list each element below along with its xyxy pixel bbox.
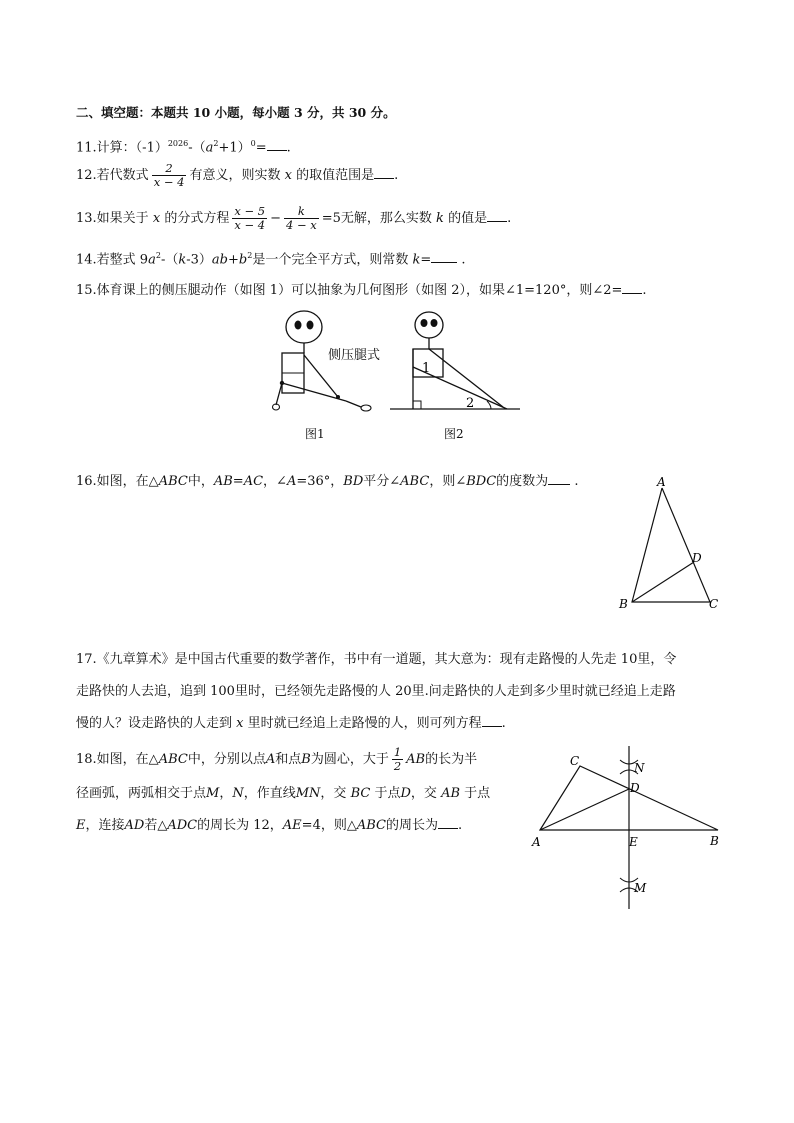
question-17-line-3 [76,714,506,734]
q17-line2: 走路快的人去追，追到 100里时，已经领先走路慢的人 20里.问走路快的人走到多少里时就已经追上走路 [76,684,676,699]
q18-mn: MN [295,786,321,801]
q18-d: D [400,786,411,801]
figure-1-caption: 侧压腿式 [328,348,381,363]
q15-end: . [642,283,647,298]
q16-abc: ABC [158,474,188,489]
q18-l3-mid: ，连接 [85,818,125,833]
q11-mid2: +1） [218,140,251,156]
answer-blank[interactable] [438,816,458,829]
q18-abc2: ABC [356,818,386,833]
question-12 [76,162,398,189]
q16-mid3: =36°， [296,474,344,489]
q18-l2-mid: ，作直线 [243,786,296,801]
q14-prefix: 14.若整式 9 [76,252,149,268]
q17-end: . [501,716,506,731]
q18-l3-mid2: 若△ [144,818,168,833]
q14-k: k [178,252,187,268]
figure-2-geometry [387,305,527,415]
q18-n: N [232,786,244,801]
q11-exp3: 0 [250,139,256,148]
q18-ab2: AB [441,786,461,801]
question-18-line-1 [76,746,477,773]
q16-abc2: ABC [400,474,430,489]
q18-half-den: 2 [393,759,402,773]
q18-half-fraction [392,746,403,773]
q18-l2-mid2: ，交 [320,786,347,801]
q16-point-c: C [709,597,719,611]
section-heading [76,103,396,123]
answer-blank[interactable] [374,166,394,179]
question-17-line-2 [76,682,676,702]
answer-blank[interactable] [487,209,507,222]
q18-l3-mid4: =4，则△ [301,818,357,833]
q18-point-d: D [630,781,640,795]
q12-prefix: 12.若代数式 [76,168,149,183]
q13-mid: 的分式方程 [164,211,230,226]
q18-l2-suffix: 于点 [464,786,491,801]
figure-2-angle-2: 2 [466,396,475,411]
q13-frac2-num: k [297,204,305,218]
q18-point-a: A [532,835,541,849]
q13-end: . [507,211,512,226]
q18-l1-suffix: 的长为半 [425,752,478,767]
q14-mid2: -3） [186,252,212,268]
q18-l2-mid3: 于点 [374,786,401,801]
question-18-line-3 [76,816,462,836]
q15-text: 15.体育课上的侧压腿动作（如图 1）可以抽象为几何图形（如图 2），如果∠1=120°，则∠2= [76,283,623,298]
q18-l2-prefix: 径画弧，两弧相交于点 [76,786,207,801]
q16-suffix: 的度数为 [496,474,549,489]
q14-ab: ab [211,252,228,268]
figure-2-angle-1: 1 [422,361,431,376]
q16-end: . [574,474,579,489]
q18-l3-suffix: 的周长为 [385,818,438,833]
q16-mid2: ，∠ [263,474,287,489]
q18-point-b: B [710,834,719,848]
q13-minus: − [270,211,281,226]
q12-end: . [394,168,399,183]
q11-var: a [205,140,214,156]
q18-l3-mid3: 的周长为 12， [197,818,283,833]
q18-ae: AE [282,818,302,833]
q17-line1: 17.《九章算术》是中国古代重要的数学著作，书中有一道题，其大意为：现有走路慢的人先走 10里，令 [76,652,677,667]
q16-mid4: 平分∠ [363,474,401,489]
section-title: 二、填空题：本题共 10 小题，每小题 3 分，共 30 分。 [76,105,396,120]
q12-frac-den: x − 4 [153,175,185,189]
q14-exp: 2 [155,251,161,260]
q16-prefix: 16.如图，在△ [76,474,159,489]
q14-suffix: 是一个完全平方式，则常数 [252,252,409,268]
figure-q18-construction [530,744,740,914]
q18-point-e: E [629,835,638,849]
q14-k2: k [412,252,421,268]
answer-blank[interactable] [267,138,287,151]
q18-a: A [265,752,276,767]
q18-point-m: M [634,881,647,895]
q17-line3-suffix: 里时就已经追上走路慢的人，则可列方程 [247,716,482,731]
q13-suffix: 的值是 [448,211,488,226]
q14-mid: -（ [160,252,179,268]
q18-l1-mid3: 为圆心，大于 [310,752,389,767]
q18-l2-mid4: ，交 [410,786,437,801]
q18-l1-mid: 中，分别以点 [187,752,266,767]
question-16 [76,472,578,492]
question-15 [76,281,647,301]
q18-point-n: N [634,761,645,775]
q16-ab: AB [213,474,233,489]
q12-suffix: 的取值范围是 [296,168,375,183]
answer-blank[interactable] [431,250,457,263]
q11-prefix: 11.计算：（-1） [76,140,168,156]
q13-var2: k [436,211,444,226]
q13-prefix: 13.如果关于 [76,211,149,226]
figure-2-label: 图2 [444,427,464,441]
q18-ad: AD [124,818,145,833]
q12-var: x [284,168,292,183]
q18-point-c: C [570,754,580,768]
question-11 [76,134,291,158]
q18-comma: ， [219,786,233,801]
q14-a: a [148,252,156,268]
q13-var: x [152,211,161,226]
question-13 [76,205,511,232]
question-18-line-2 [76,784,490,804]
q18-l1-mid2: 和点 [275,752,302,767]
question-14 [76,246,466,270]
q16-point-d: D [692,551,702,565]
q18-m: M [206,786,220,801]
q12-mid: 有意义，则实数 [189,168,281,183]
q18-ab: AB [406,752,426,767]
q11-exp2: 2 [213,139,219,148]
q16-a: A [286,474,297,489]
q16-mid: 中， [187,474,214,489]
q18-abc: ABC [158,752,188,767]
q12-fraction [152,162,187,189]
q11-mid: -（ [188,140,206,156]
figure-q16-triangle [614,474,734,614]
q13-frac1-num: x − 5 [234,204,266,218]
q14-plus: + [227,252,239,268]
q14-exp2: 2 [247,251,253,260]
question-17-line-1 [76,650,676,670]
q16-mid5: ，则∠ [429,474,467,489]
q14-b: b [238,252,248,268]
q14-eq: = [420,252,432,268]
q17-line3-prefix: 慢的人？设走路快的人走到 [76,716,233,731]
q14-end: . [461,252,466,268]
q16-point-b: B [619,597,628,611]
q16-bd: BD [343,474,364,489]
q16-ac: AC [243,474,264,489]
q13-fraction-2 [284,205,319,232]
figure-1-label: 图1 [305,427,325,441]
q18-b: B [301,752,311,767]
q16-point-a: A [657,475,666,489]
answer-blank[interactable] [482,714,502,727]
q16-bdc: BDC [466,474,497,489]
q18-adc: ADC [167,818,198,833]
q13-eq: =5无解，那么实数 [321,211,432,226]
q13-frac1-den: x − 4 [234,218,266,232]
q11-exponent: 2026 [167,139,189,148]
q18-l1-prefix: 18.如图，在△ [76,752,159,767]
q18-end: . [458,818,463,833]
answer-blank[interactable] [622,281,642,294]
q12-frac-num: 2 [165,161,173,175]
answer-blank[interactable] [548,472,570,485]
q17-var: x [236,716,244,731]
q13-frac2-den: 4 − x [285,218,317,232]
q18-half-num: 1 [393,745,402,759]
q13-fraction-1 [232,205,267,232]
q11-suffix: = [255,140,267,156]
q18-bc: BC [350,786,371,801]
q16-eq: = [232,474,244,489]
q18-e: E [76,818,86,833]
q11-end: . [286,140,291,156]
